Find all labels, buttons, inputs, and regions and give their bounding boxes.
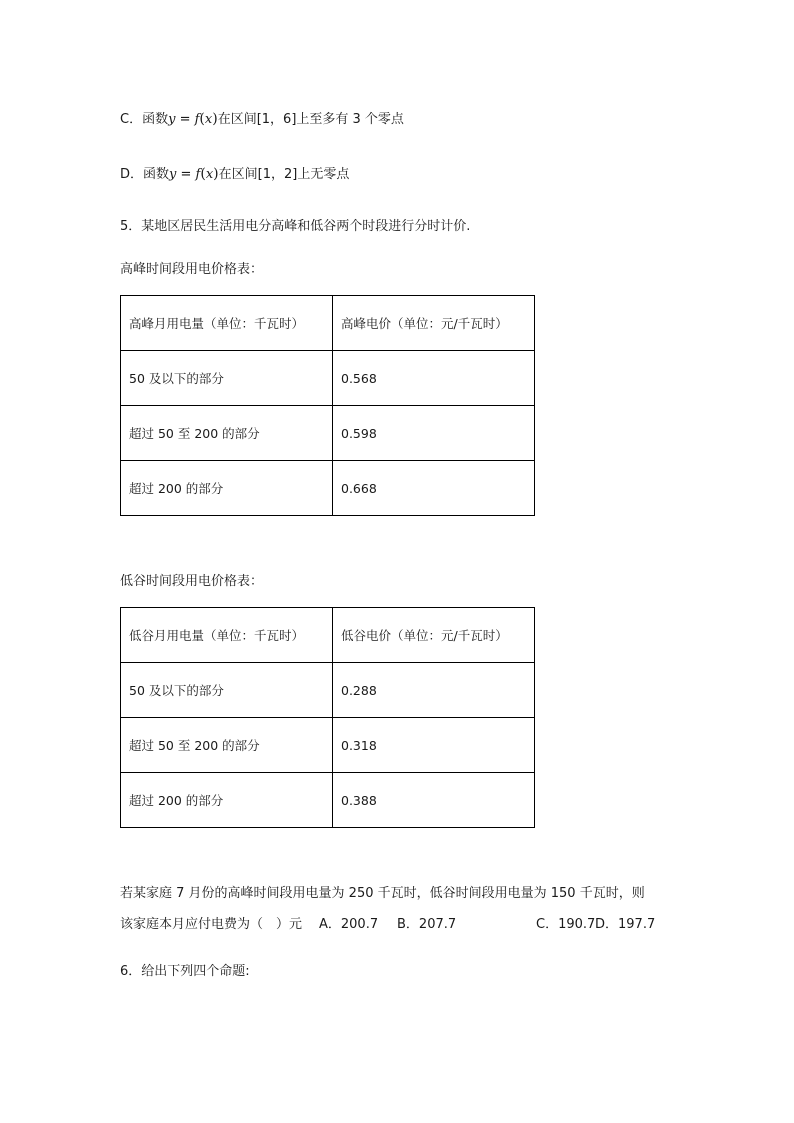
- table-row: [121, 773, 535, 828]
- option-c-rparen: ): [212, 111, 218, 127]
- q5-stem: 5．某地区居民生活用电分高峰和低谷两个时段进行分时计价.: [120, 219, 471, 234]
- table-cell: 0.318: [333, 718, 535, 773]
- valley-price-table: [120, 607, 535, 828]
- table-header-cell: 低谷电价（单位：元/千瓦时）: [333, 608, 535, 663]
- option-d-rparen: ): [213, 166, 219, 182]
- q5-question-text: 该家庭本月应付电费为（ ）元: [120, 917, 303, 932]
- table-row: [121, 663, 535, 718]
- q5-question-line2: [120, 913, 302, 932]
- table-row: [121, 406, 535, 461]
- peak-table-caption: 高峰时间段用电价格表：: [120, 262, 264, 277]
- option-d-lparen: (: [200, 166, 206, 182]
- option-d-prefix: D．函数: [120, 167, 170, 182]
- q6-stem: 6．给出下列四个命题:: [120, 964, 250, 979]
- table-row: [121, 461, 535, 516]
- table-header-cell: 低谷月用电量（单位：千瓦时）: [121, 608, 333, 663]
- option-d-equals: =: [176, 167, 196, 182]
- table-row: [121, 718, 535, 773]
- option-d: [120, 163, 349, 182]
- table-header-cell: 高峰月用电量（单位：千瓦时）: [121, 296, 333, 351]
- option-c-equals: =: [175, 112, 195, 127]
- table-row: [121, 351, 535, 406]
- peak-price-table: [120, 295, 535, 516]
- option-d-func-var: y: [169, 167, 177, 182]
- option-d-func-name: f: [195, 167, 201, 182]
- choice-a: A．200.7: [319, 917, 379, 932]
- choice-d: D．197.7: [595, 917, 656, 932]
- option-c-lparen: (: [199, 111, 205, 127]
- table-cell: 超过 50 至 200 的部分: [121, 718, 333, 773]
- option-d-suffix: 在区间[1，2]上无零点: [218, 167, 350, 182]
- table-cell: 0.388: [333, 773, 535, 828]
- table-header-row: [121, 296, 535, 351]
- valley-table-caption: 低谷时间段用电价格表：: [120, 574, 264, 589]
- table-cell: 0.598: [333, 406, 535, 461]
- table-cell: 50 及以下的部分: [121, 351, 333, 406]
- choice-c: C．190.7: [536, 917, 596, 932]
- choice-b: B．207.7: [397, 917, 457, 932]
- table-cell: 0.668: [333, 461, 535, 516]
- table-header-row: [121, 608, 535, 663]
- q5-question-line1: 若某家庭 7 月份的高峰时间段用电量为 250 千瓦时，低谷时间段用电量为 150 千瓦时，则: [120, 886, 645, 901]
- option-c: [120, 108, 404, 127]
- table-cell: 0.288: [333, 663, 535, 718]
- option-c-suffix: 在区间[1，6]上至多有 3 个零点: [217, 112, 404, 127]
- option-c-prefix: C．函数: [120, 112, 169, 127]
- table-header-cell: 高峰电价（单位：元/千瓦时）: [333, 296, 535, 351]
- table-cell: 0.568: [333, 351, 535, 406]
- table-cell: 超过 200 的部分: [121, 773, 333, 828]
- option-d-func-arg: x: [205, 167, 214, 182]
- option-c-func-name: f: [194, 112, 200, 127]
- option-c-func-var: y: [168, 112, 176, 127]
- table-cell: 超过 200 的部分: [121, 461, 333, 516]
- table-cell: 50 及以下的部分: [121, 663, 333, 718]
- table-cell: 超过 50 至 200 的部分: [121, 406, 333, 461]
- option-c-func-arg: x: [204, 112, 213, 127]
